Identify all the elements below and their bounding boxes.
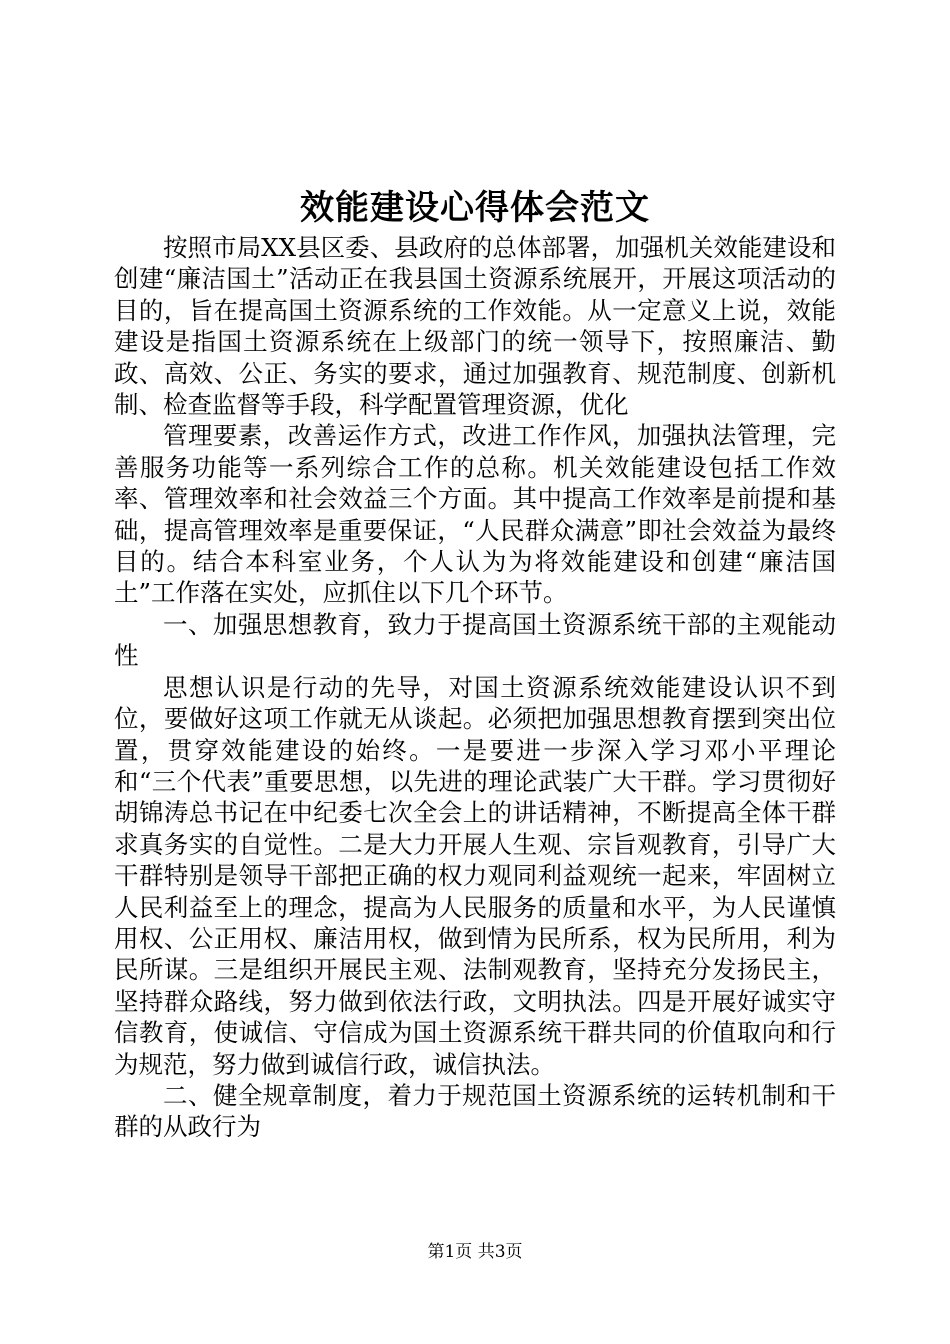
document-title: 效能建设心得体会范文 <box>300 188 650 228</box>
page-number-footer: 第1页 共3页 <box>427 1242 523 1262</box>
section-heading-1: 一、加强思想教育，致力于提高国土资源系统干部的主观能动性 <box>114 609 836 671</box>
paragraph-continuation: 管理要素，改善运作方式，改进工作作风，加强执法管理，完善服务功能等一系列综合工作的总称。机关效能建设包括工作效率、管理效率和社会效益三个方面。其中提高工作效率是前提和基础，提高管理效率是重要保证，“人民群众满意”即社会效益为最终目的。结合本科室业务，个人认为为将效能建设和创建“廉洁国土”工作落在实处，应抓住以下几个环节。 <box>114 421 836 608</box>
paragraph-intro: 按照市局XX县区委、县政府的总体部署，加强机关效能建设和创建“廉洁国土”活动正在我县国土资源系统展开，开展这项活动的目的，旨在提高国土资源系统的工作效能。从一定意义上说，效能建设是指国土资源系统在上级部门的统一领导下，按照廉洁、勤政、高效、公正、务实的要求，通过加强教育、规范制度、创新机制、检查监督等手段，科学配置管理资源，优化 <box>114 233 836 420</box>
paragraph-section-1: 思想认识是行动的先导，对国土资源系统效能建设认识不到位，要做好这项工作就无从谈起。必须把加强思想教育摆到突出位置，贯穿效能建设的始终。一是要进一步深入学习邓小平理论和“三个代表”重要思想，以先进的理论武装广大干群。学习贯彻好胡锦涛总书记在中纪委七次全会上的讲话精神，不断提高全体干群求真务实的自觉性。二是大力开展人生观、宗旨观教育，引导广大干群特别是领导干部把正确的权力观同利益观统一起来，牢固树立人民利益至上的理念，提高为人民服务的质量和水平，为人民谨慎用权、公正用权、廉洁用权，做到情为民所系，权为民所用，利为民所谋。三是组织开展民主观、法制观教育，坚持充分发扬民主，坚持群众路线，努力做到依法行政，文明执法。四是开展好诚实守信教育，使诚信、守信成为国土资源系统干群共同的价值取向和行为规范，努力做到诚信行政，诚信执法。 <box>114 672 836 1079</box>
document-body <box>114 232 836 1143</box>
section-heading-2: 二、健全规章制度，着力于规范国土资源系统的运转机制和干群的从政行为 <box>114 1080 836 1142</box>
